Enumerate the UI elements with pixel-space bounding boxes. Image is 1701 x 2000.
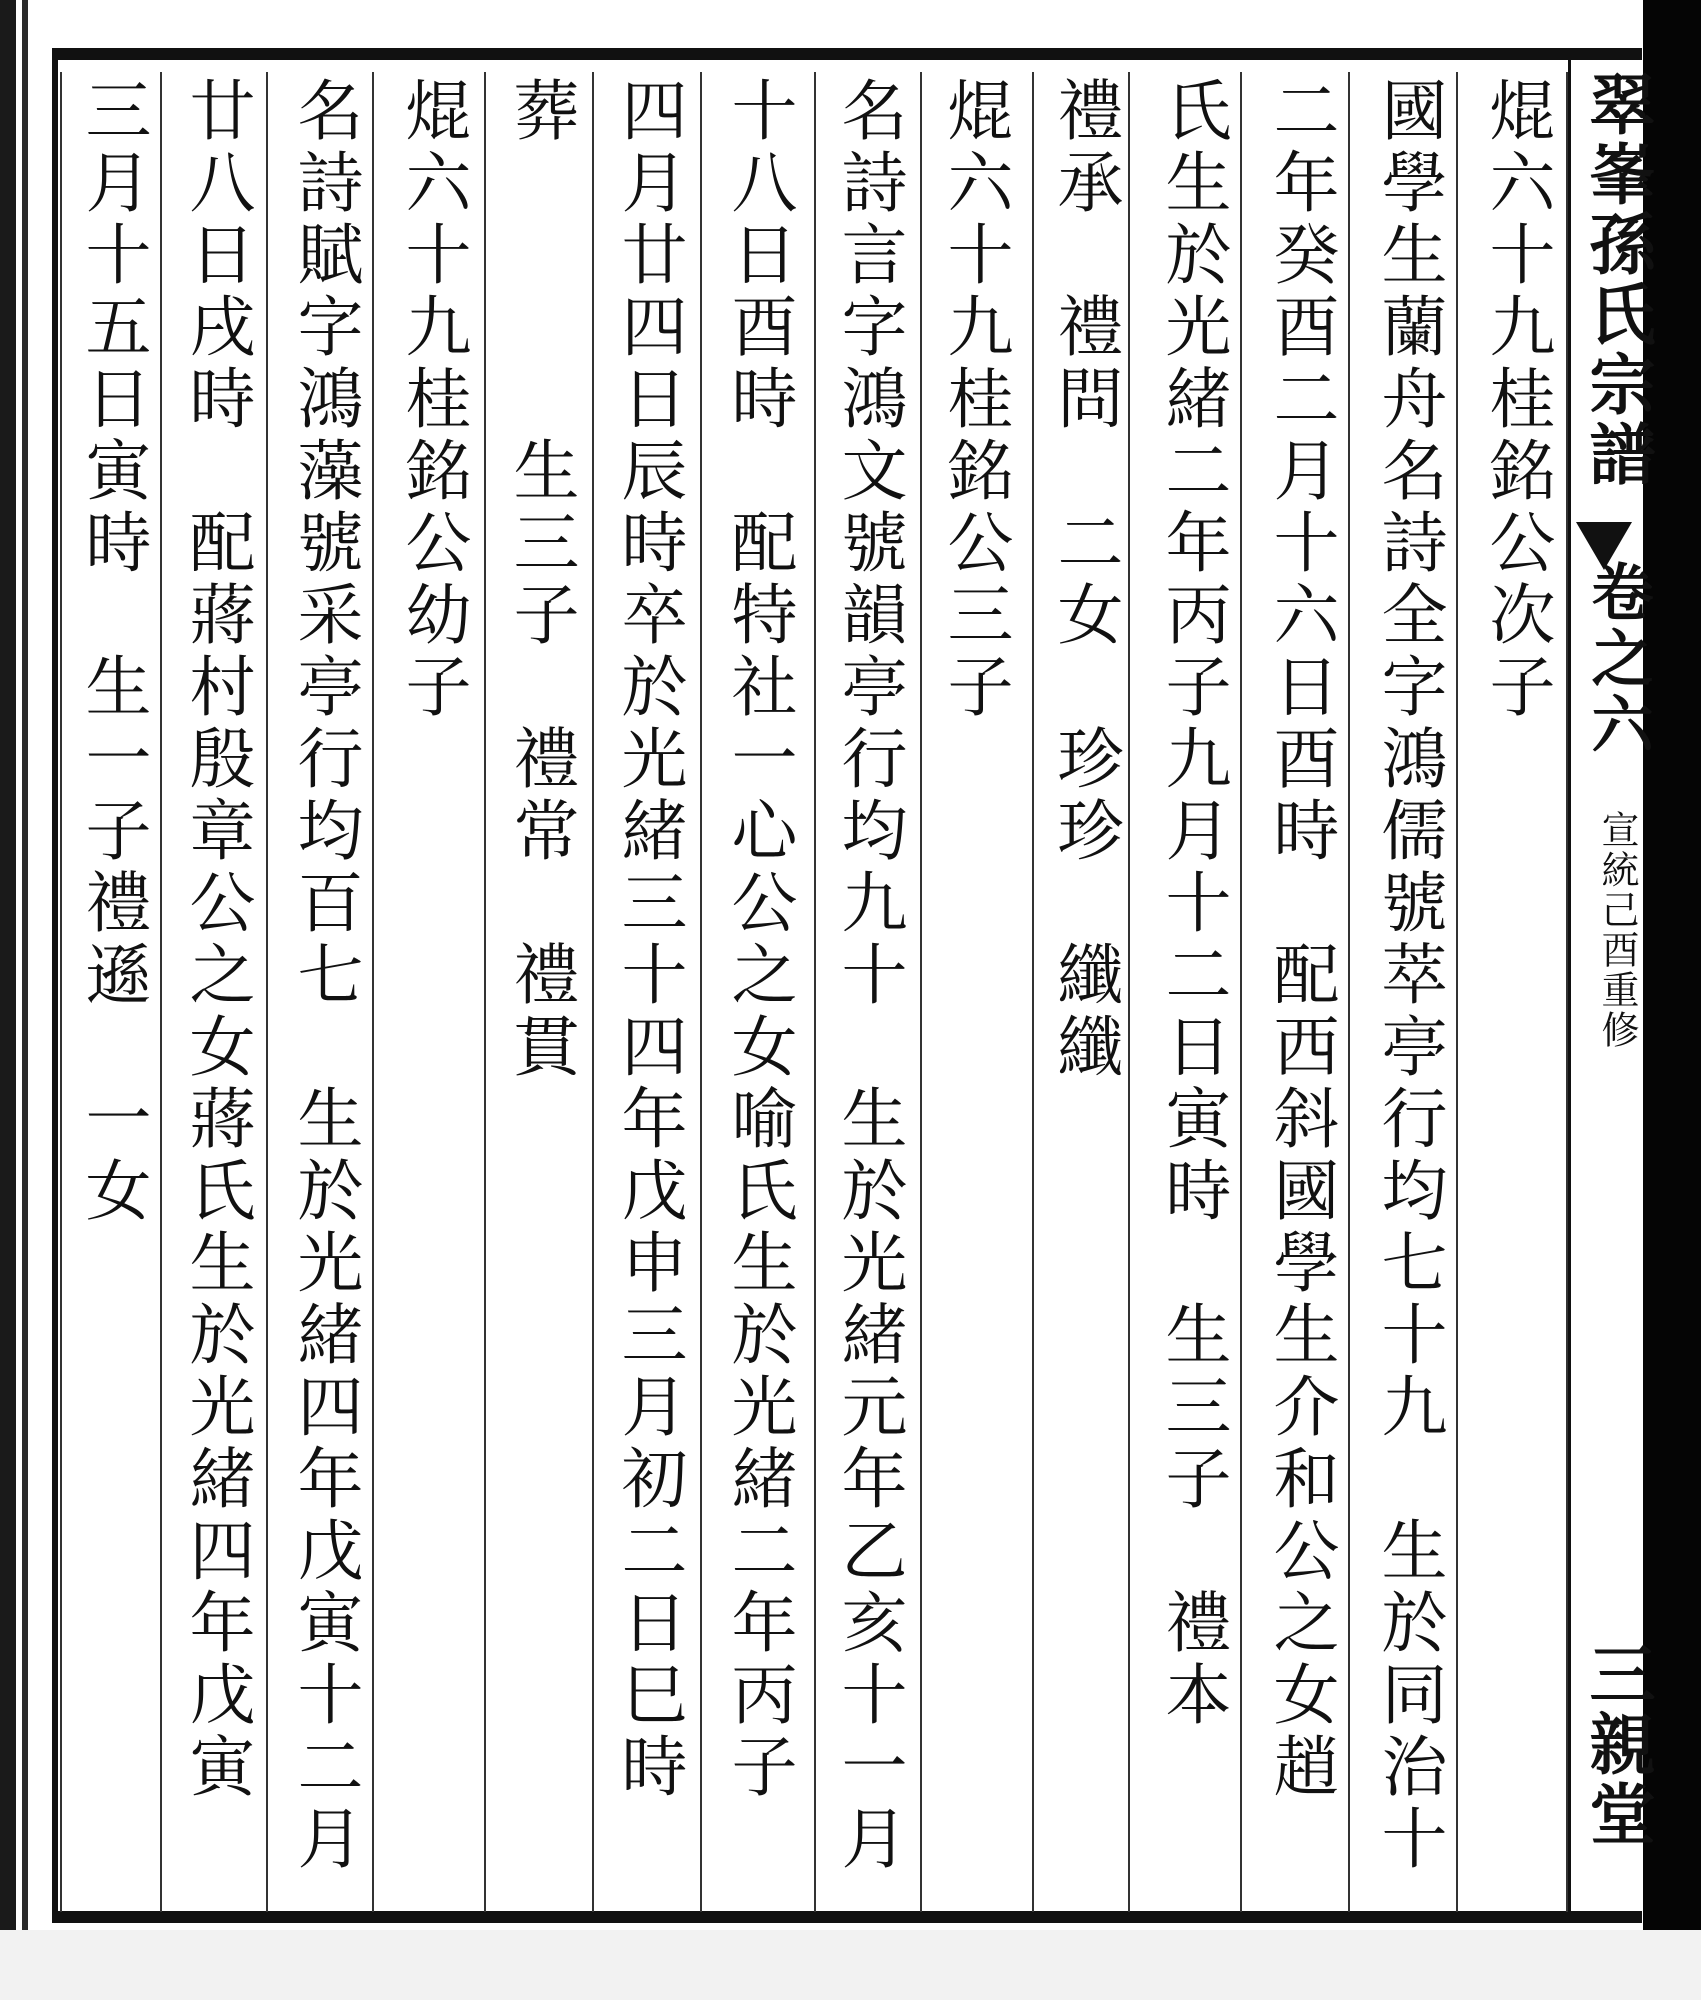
- text-column-2: 國學生蘭舟名詩全字鴻儒號萃亭行均七十九 生於同治十: [1370, 76, 1447, 1876]
- column-rule: [1456, 72, 1458, 1912]
- text-column-9: 四月廿四日辰時卒於光緒三十四年戊申三月初二日巳時: [610, 76, 687, 1804]
- column-rule: [1566, 72, 1568, 1912]
- column-rule: [1032, 72, 1034, 1912]
- edition-label: 宣統己酉重修: [1595, 810, 1639, 1050]
- book-edge-left-inner: [22, 0, 28, 2000]
- column-rule: [160, 72, 162, 1912]
- text-column-4: 氏生於光緒二年丙子九月十二日寅時 生三子 禮本: [1154, 76, 1231, 1732]
- column-rule: [60, 72, 62, 1912]
- column-rule: [1240, 72, 1242, 1912]
- text-column-12: 名詩賦字鴻藻號采亭行均百七 生於光緒四年戊寅十二月: [286, 76, 363, 1876]
- column-rule: [592, 72, 594, 1912]
- volume-label: 卷之六: [1581, 560, 1654, 758]
- book-edge-left: [0, 0, 16, 2000]
- text-column-10: 葬 生三子 禮常 禮貫: [502, 76, 579, 1084]
- column-rule: [814, 72, 816, 1912]
- column-rule: [266, 72, 268, 1912]
- text-column-6: 焜六十九桂銘公三子: [936, 76, 1013, 724]
- column-rule: [372, 72, 374, 1912]
- column-rule: [700, 72, 702, 1912]
- text-column-7: 名詩言字鴻文號韻亭行均九十 生於光緒元年乙亥十一月: [830, 76, 907, 1876]
- genealogy-title: 翠峯孫氏宗譜: [1578, 70, 1656, 490]
- text-column-5: 禮承 禮問 二女 珍珍 纖纖: [1046, 76, 1123, 1084]
- text-column-11: 焜六十九桂銘公幼子: [394, 76, 471, 724]
- column-rule: [1348, 72, 1350, 1912]
- hall-name: 三親堂: [1578, 1640, 1656, 1850]
- text-column-13: 廿八日戌時 配蔣村殷章公之女蔣氏生於光緒四年戊寅: [178, 76, 255, 1804]
- column-rule: [484, 72, 486, 1912]
- text-column-14: 三月十五日寅時 生一子禮遜 一女: [74, 76, 151, 1228]
- text-column-8: 十八日酉時 配特社一心公之女喻氏生於光緒二年丙子: [720, 76, 797, 1804]
- text-column-3: 二年癸酉二月十六日酉時 配西斜國學生介和公之女趙: [1262, 76, 1339, 1804]
- column-rule: [920, 72, 922, 1912]
- text-column-1: 焜六十九桂銘公次子: [1478, 76, 1555, 724]
- page-bottom-margin: [0, 1930, 1701, 2000]
- column-rule: [1128, 72, 1130, 1912]
